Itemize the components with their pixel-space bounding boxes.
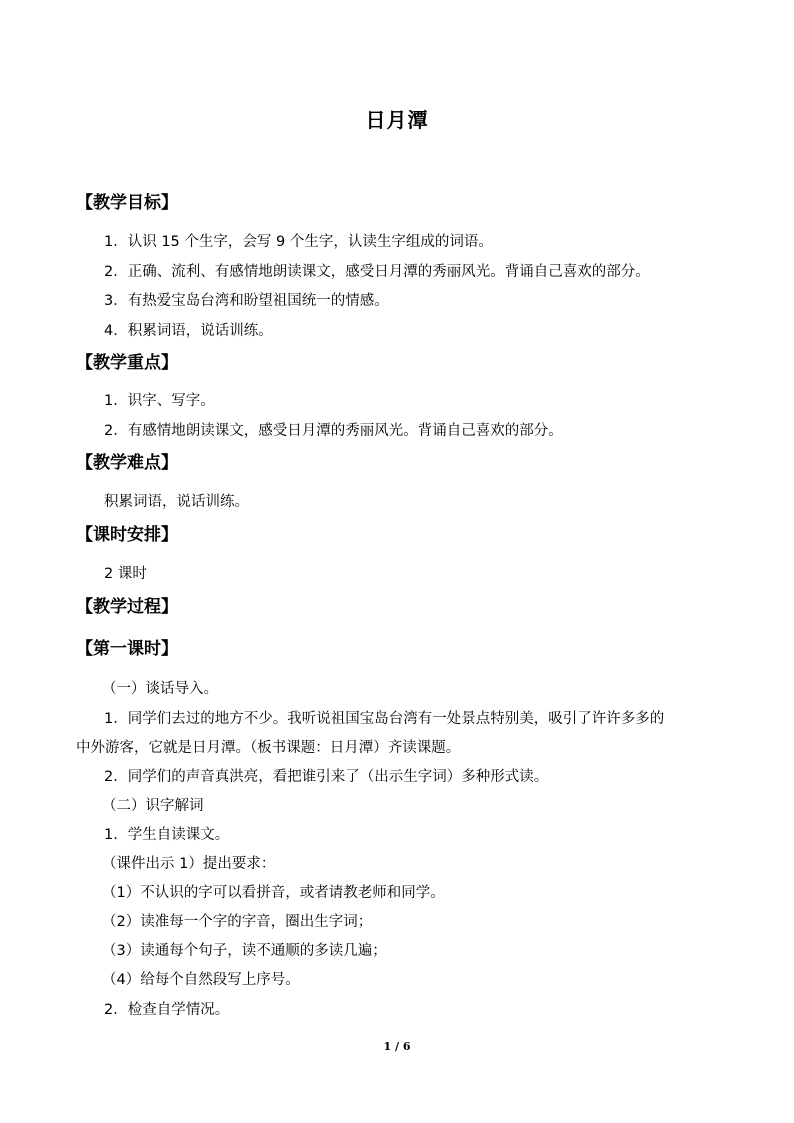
section-heading-key-points: 【教学重点】 xyxy=(76,353,178,373)
lesson-line: 中外游客，它就是日月潭。（板书课题：日月潭）齐读课题。 xyxy=(76,740,461,756)
difficulties-text: 积累词语，说话训练。 xyxy=(104,494,249,510)
lesson-line: 2．检查自学情况。 xyxy=(104,1002,230,1018)
section-heading-schedule: 【课时安排】 xyxy=(76,525,178,545)
goal-item: 1．认识 15 个生字，会写 9 个生字，认读生字组成的词语。 xyxy=(104,234,493,250)
lesson-line: （一）谈话导入。 xyxy=(102,681,218,697)
lesson-line: （1）不认识的字可以看拼音，或者请教老师和同学。 xyxy=(102,885,445,901)
goal-item: 4．积累词语，说话训练。 xyxy=(104,323,273,339)
lesson-line: （3）读通每个句子，读不通顺的多读几遍； xyxy=(102,943,387,959)
key-point-item: 2．有感情地朗读课文，感受日月潭的秀丽风光。背诵自己喜欢的部分。 xyxy=(104,423,563,439)
schedule-text: 2 课时 xyxy=(104,566,147,582)
key-point-item: 1．识字、写字。 xyxy=(104,393,215,409)
section-heading-difficulties: 【教学难点】 xyxy=(76,453,178,473)
lesson-line: （2）读准每一个字的字音，圈出生字词； xyxy=(102,914,373,930)
section-heading-process: 【教学过程】 xyxy=(76,597,178,617)
document-title: 日月潭 xyxy=(365,108,429,132)
lesson-line: 1．学生自读课文。 xyxy=(104,827,230,843)
lesson-line: （4）给每个自然段写上序号。 xyxy=(102,972,300,988)
goal-item: 2．正确、流利、有感情地朗读课文，感受日月潭的秀丽风光。背诵自己喜欢的部分。 xyxy=(104,264,650,280)
goal-item: 3．有热爱宝岛台湾和盼望祖国统一的情感。 xyxy=(104,293,389,309)
section-heading-goals: 【教学目标】 xyxy=(76,193,178,213)
section-heading-first-lesson: 【第一课时】 xyxy=(76,639,178,659)
lesson-line: （课件出示 1）提出要求： xyxy=(102,856,276,872)
lesson-line: （二）识字解词 xyxy=(102,798,204,814)
lesson-line: 1．同学们去过的地方不少。我听说祖国宝岛台湾有一处景点特别美，吸引了许许多多的 xyxy=(104,711,665,727)
lesson-line: 2．同学们的声音真洪亮，看把谁引来了（出示生字词）多种形式读。 xyxy=(104,769,549,785)
page-number: 1 / 6 xyxy=(383,1040,411,1053)
